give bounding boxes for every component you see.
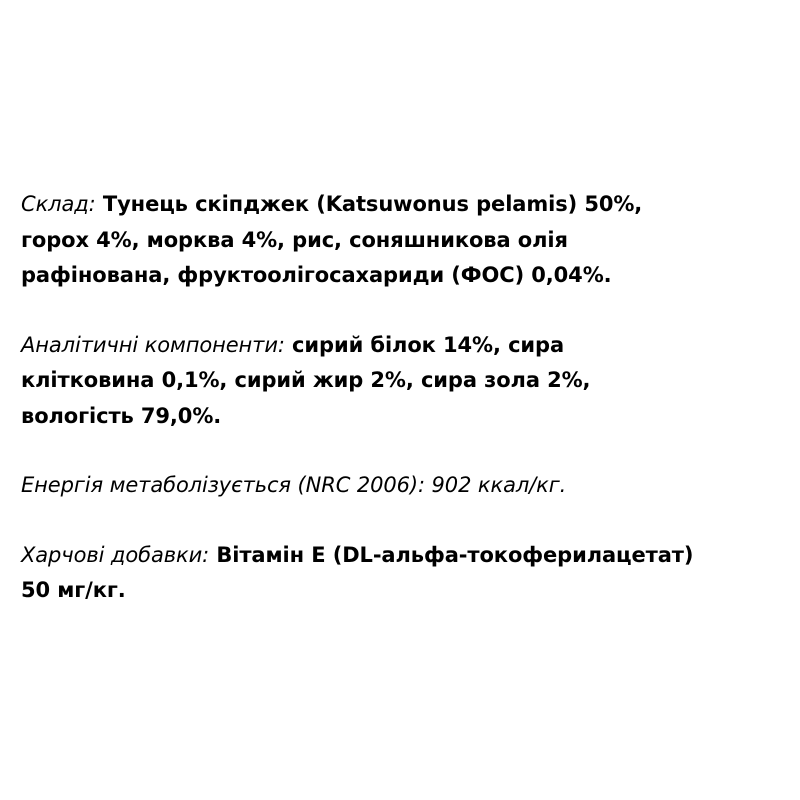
composition-line-3: рафінована, фруктоолігосахариди (ФОС) 0,04%.	[21, 263, 612, 287]
additives-paragraph	[21, 538, 791, 609]
additives-text-1: Вітамін Е (DL-альфа-токоферилацетат)	[209, 542, 694, 567]
composition-paragraph	[21, 187, 791, 294]
additives-line-2: 50 мг/кг.	[21, 578, 126, 602]
analytical-line-2: клітковина 0,1%, сирий жир 2%, сира зола 2%,	[21, 368, 591, 392]
energy-line: Енергія метаболізується (NRC 2006): 902 ккал/кг.	[21, 473, 567, 497]
composition-line-2: горох 4%, морква 4%, рис, соняшникова олія	[21, 227, 568, 252]
additives-label: Харчові добавки:	[21, 542, 210, 567]
analytical-paragraph	[21, 328, 791, 435]
analytical-text-1: сирий білок 14%, сира	[284, 332, 565, 357]
additives-line-1	[21, 538, 791, 574]
analytical-line-3: вологість 79,0%.	[21, 403, 222, 428]
composition-line-1	[21, 187, 791, 223]
analytical-line-1	[21, 328, 791, 364]
composition-text-1: Тунець скіпджек (Katsuwonus pelamis) 50%,	[95, 192, 643, 216]
ingredients-document	[21, 187, 791, 643]
analytical-label: Аналітичні компоненти:	[21, 332, 285, 357]
composition-label: Склад:	[21, 192, 96, 216]
energy-paragraph	[21, 468, 791, 504]
